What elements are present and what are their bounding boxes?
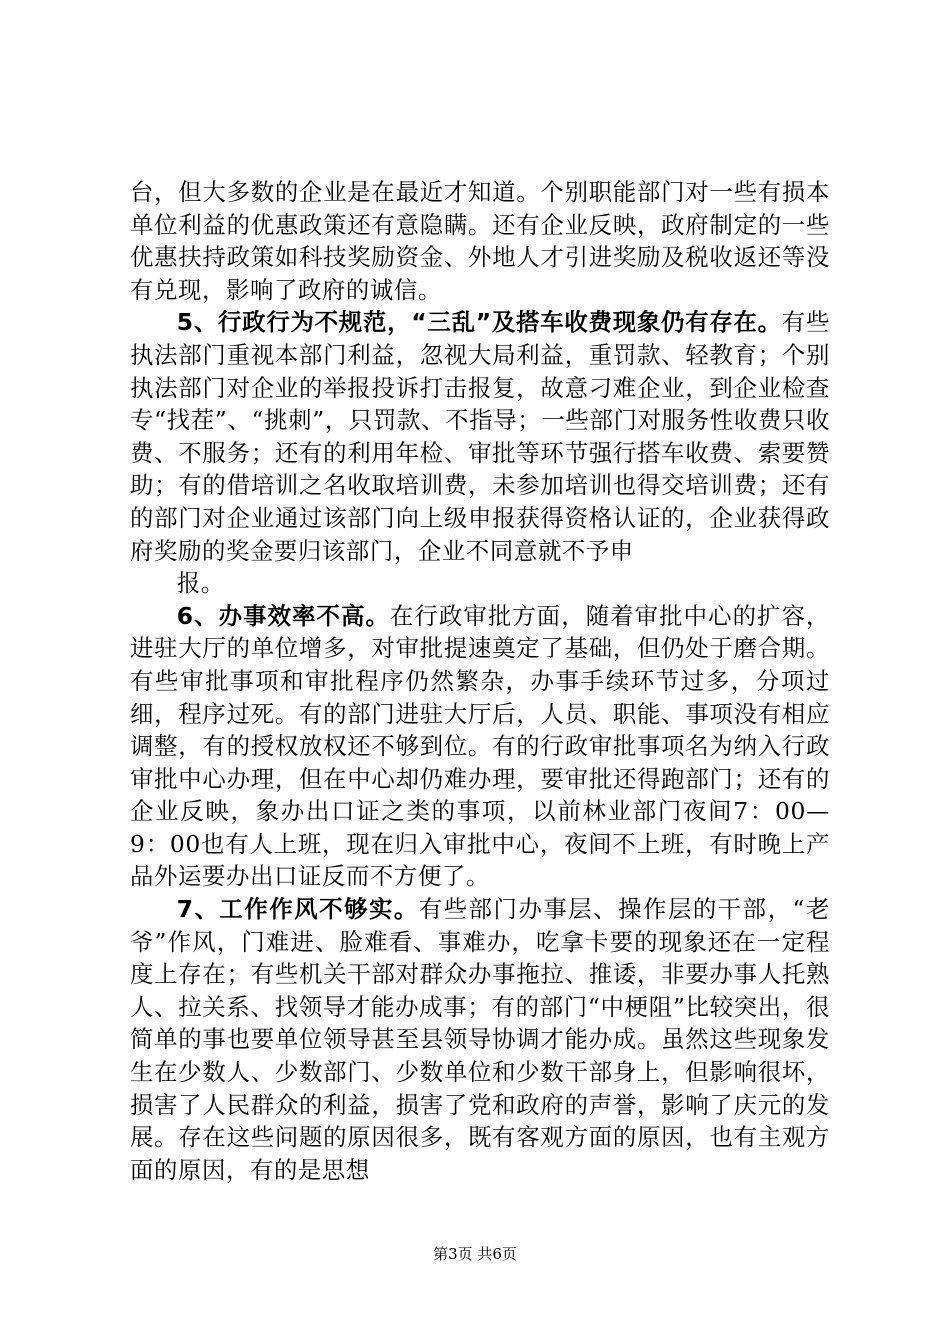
paragraph-item-7 [130, 893, 830, 1186]
paragraph-item-6 [130, 600, 830, 893]
document-body [130, 176, 830, 1186]
paragraph-item-5 [130, 306, 830, 567]
paragraph-orphan-line [130, 567, 830, 600]
paragraph-text: 有些执法部门重视本部门利益，忽视大局利益，重罚款、轻教育；个别执法部门对企业的举报投诉打击报复，故意刁难企业，到企业检查专“找茬”、“挑刺”，只罚款、不指导；一些部门对服务性收费只收费、不服务；还有的利用年检、审批等环节强行搭车收费、索要赞助；有的借培训之名收取培训费，未参加培训也得交培训费；还有的部门对企业通过该部门向上级申报获得资格认证的，企业获得政府奖励的奖金要归该部门，企业不同意就不予申 [130, 308, 830, 565]
paragraph-text: 有些部门办事层、操作层的干部，“老爷”作风，门难进、脸难看、事难办，吃拿卡要的现象还在一定程度上存在；有些机关干部对群众办事拖拉、推诿，非要办事人托熟人、拉关系、找领导才能办成事；有的部门“中梗阻”比较突出，很简单的事也要单位领导甚至县领导协调才能办成。虽然这些现象发生在少数人、少数部门、少数单位和少数干部身上，但影响很坏，损害了人民群众的利益，损害了党和政府的声誉，影响了庆元的发展。存在这些问题的原因很多，既有客观方面的原因，也有主观方面的原因，有的是思想 [130, 895, 830, 1184]
paragraph-text: 报。 [176, 569, 225, 598]
page-footer [0, 1244, 950, 1264]
paragraph-text: 在行政审批方面，随着审批中心的扩容，进驻大厅的单位增多，对审批提速奠定了基础，但仍处于磨合期。有些审批事项和审批程序仍然繁杂，办事手续环节过多，分项过细，程序过死。有的部门进驻大厅后，人员、职能、事项没有相应调整，有的授权放权还不够到位。有的行政审批事项名为纳入行政审批中心办理，但在中心却仍难办理，要审批还得跑部门；还有的企业反映，象办出口证之类的事项，以前林业部门夜间7：00—9：00也有人上班，现在归入审批中心，夜间不上班，有时晚上产品外运要办出口证反而不方便了。 [130, 601, 830, 891]
paragraph-heading: 5、行政行为不规范，“三乱”及搭车收费现象仍有存在。 [176, 308, 782, 337]
paragraph-continuation [130, 176, 830, 306]
paragraph-heading: 7、工作作风不够实。 [176, 895, 419, 924]
paragraph-heading: 6、办事效率不高。 [176, 601, 390, 630]
page-number: 第3页 共6页 [433, 1245, 517, 1263]
paragraph-text: 台，但大多数的企业是在最近才知道。个别职能部门对一些有损本单位利益的优惠政策还有意隐瞒。还有企业反映，政府制定的一些优惠扶持政策如科技奖励资金、外地人才引进奖励及税收返还等没有兑现，影响了政府的诚信。 [130, 178, 830, 304]
